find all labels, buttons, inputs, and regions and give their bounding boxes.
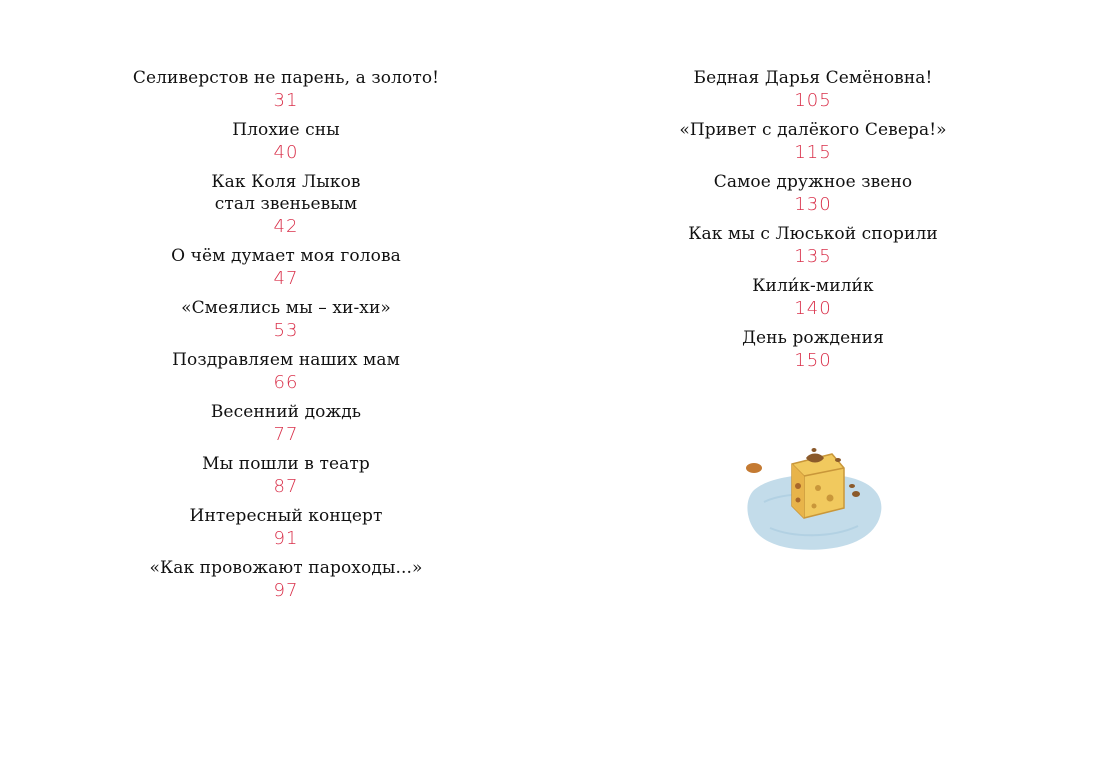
toc-entry[interactable] [130, 119, 442, 165]
toc-entry-title: «Как провожают пароходы...» [149, 558, 423, 578]
toc-entry[interactable] [672, 67, 954, 113]
toc-entry-page: 105 [794, 90, 832, 111]
toc-entry-title: О чём думает моя голова [171, 246, 401, 266]
toc-entry[interactable] [130, 297, 442, 343]
toc-entry-page: 115 [794, 142, 832, 163]
toc-entry-page: 31 [273, 90, 299, 111]
toc-entry-page: 87 [273, 476, 299, 497]
toc-entry[interactable] [672, 275, 954, 321]
toc-entry-page: 150 [794, 350, 832, 371]
toc-right-column [672, 67, 954, 379]
toc-entry[interactable] [130, 557, 442, 603]
toc-left-column [130, 67, 442, 609]
toc-entry-title: Бедная Дарья Семёновна! [693, 68, 933, 88]
toc-entry[interactable] [130, 67, 442, 113]
toc-entry-title: Кили́к-мили́к [752, 276, 874, 296]
toc-entry[interactable] [130, 171, 442, 239]
toc-entry-page: 97 [273, 580, 299, 601]
toc-entry-title: Мы пошли в театр [202, 454, 370, 474]
toc-entry-page: 135 [794, 246, 832, 267]
toc-entry[interactable] [130, 349, 442, 395]
toc-entry-page: 77 [273, 424, 299, 445]
toc-entry-title: Самое дружное звено [713, 172, 913, 192]
toc-entry-title: «Привет с далёкого Севера!» [679, 120, 947, 140]
toc-entry-title: Весенний дождь [210, 402, 362, 422]
toc-entry-page: 42 [273, 216, 299, 237]
toc-entry[interactable] [130, 245, 442, 291]
toc-entry-page: 47 [273, 268, 299, 289]
toc-entry-page: 91 [273, 528, 299, 549]
toc-entry-title: Плохие сны [232, 120, 340, 140]
toc-entry-title: Поздравляем наших мам [172, 350, 400, 370]
toc-entry-page: 66 [273, 372, 299, 393]
toc-entry-title: Как мы с Люськой спорили [688, 224, 938, 244]
toc-entry[interactable] [130, 453, 442, 499]
toc-entry-title: День рождения [742, 328, 884, 348]
cheese-on-puddle-icon [740, 446, 885, 554]
toc-entry[interactable] [672, 327, 954, 373]
toc-entry[interactable] [672, 223, 954, 269]
toc-entry[interactable] [130, 401, 442, 447]
toc-entry-page: 140 [794, 298, 832, 319]
toc-entry-page: 130 [794, 194, 832, 215]
toc-entry-title: «Смеялись мы – хи-хи» [181, 298, 391, 318]
toc-entry-title: Интересный концерт [189, 506, 383, 526]
toc-entry-page: 40 [273, 142, 299, 163]
toc-entry-title: Как Коля Лыков стал звеньевым [211, 172, 361, 214]
toc-entry-page: 53 [273, 320, 299, 341]
toc-entry-title: Селиверстов не парень, а золото! [132, 68, 440, 88]
toc-entry[interactable] [672, 119, 954, 165]
toc-entry[interactable] [672, 171, 954, 217]
toc-entry[interactable] [130, 505, 442, 551]
